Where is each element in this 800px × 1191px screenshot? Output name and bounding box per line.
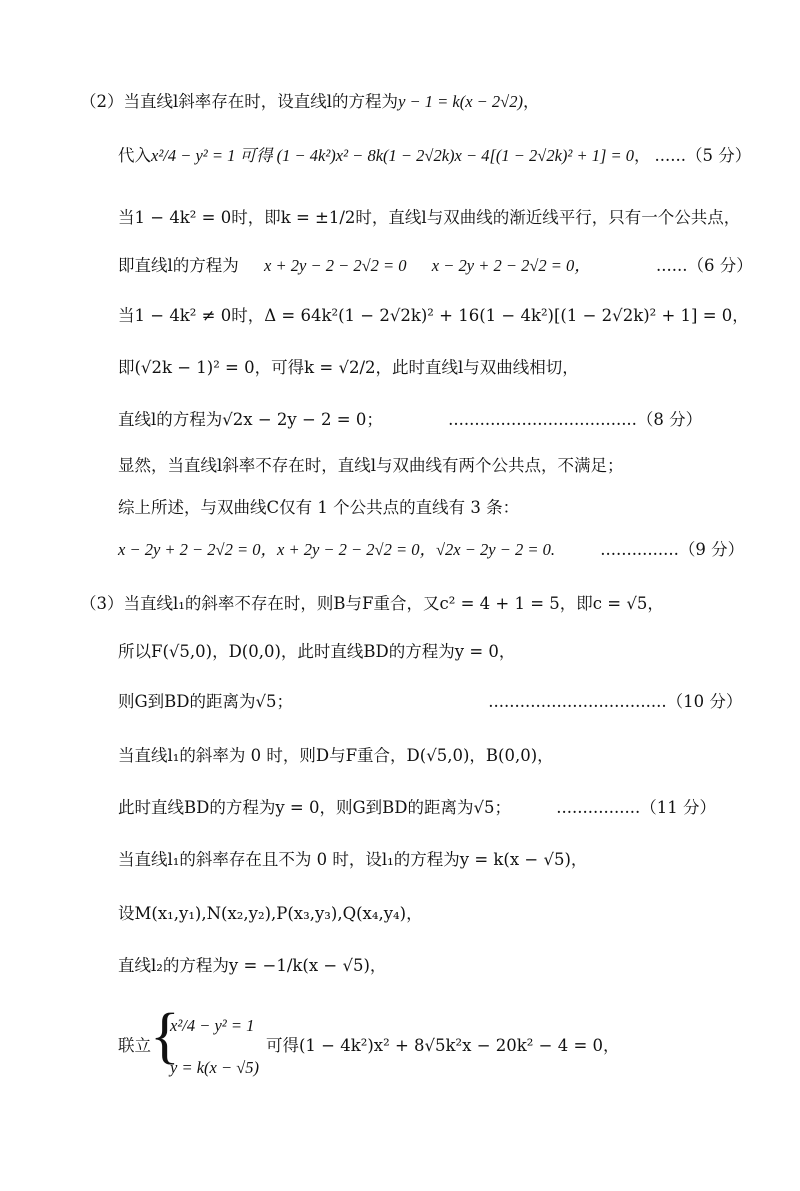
- score-6: ......（6 分）: [656, 256, 753, 275]
- part2-line4-text: 即直线l的方程为: [118, 256, 239, 275]
- part2-line9: 综上所述，与双曲线C仅有 1 个公共点的直线有 3 条：: [118, 498, 520, 517]
- part2-line4: [118, 256, 753, 276]
- part3-line5-text: 此时直线BD的方程为y = 0，则G到BD的距离为√5；: [118, 798, 512, 817]
- score-8: ....................................（8 分）: [448, 410, 703, 429]
- part3-line9-result: 可得(1 − 4k²)x² + 8√5k²x − 20k² − 4 = 0，: [266, 1036, 620, 1055]
- part2-line5: 当1 − 4k² ≠ 0时，Δ = 64k²(1 − 2√2k)² + 16(1 − 4k²)[(1 − 2√2k)² + 1] = 0，: [118, 306, 749, 325]
- part2-line1-text: 当直线l斜率存在时，设直线l的方程为: [123, 92, 399, 111]
- score-10: ..................................（10 分）: [488, 692, 743, 711]
- score-9: ...............（9 分）: [600, 540, 745, 559]
- part3-line4: 当直线l₁的斜率为 0 时，则D与F重合，D(√5,0)，B(0,0)，: [118, 746, 554, 765]
- part2-line10: [118, 540, 744, 560]
- part2-line2: 代入x²/4 − y² = 1 可得 (1 − 4k²)x² − 8k(1 − 2√2k)x − 4[(1 − 2√2k)² + 1] = 0， ......（5 分）: [118, 146, 752, 165]
- part3-line2: 所以F(√5,0)，D(0,0)，此时直线BD的方程为y = 0，: [118, 642, 516, 661]
- part2-line1: （2）当直线l斜率存在时，设直线l的方程为y − 1 = k(x − 2√2)，: [80, 92, 540, 111]
- score-11: ................（11 分）: [556, 798, 716, 817]
- part2-line10-eq: x − 2y + 2 − 2√2 = 0，x + 2y − 2 − 2√2 = 0，√2x − 2y − 2 = 0.: [118, 540, 555, 559]
- part2-line8: 显然，当直线l斜率不存在时，直线l与双曲线有两个公共点，不满足；: [118, 456, 624, 475]
- part2-line7-text: 直线l的方程为√2x − 2y − 2 = 0；: [118, 410, 383, 429]
- part3-line3-text: 则G到BD的距离为√5；: [118, 692, 294, 711]
- part3-line7: 设M(x₁,y₁),N(x₂,y₂),P(x₃,y₃),Q(x₄,y₄)，: [118, 904, 423, 923]
- part3-line3: [118, 692, 742, 712]
- part2-line6: 即(√2k − 1)² = 0，可得k = √2/2，此时直线l与双曲线相切，: [118, 358, 579, 377]
- part3-line1-text: 当直线l₁的斜率不存在时，则B与F重合，又c² = 4 + 1 = 5，即c = √5，: [123, 594, 664, 613]
- part2-line4-eq1: x + 2y − 2 − 2√2 = 0: [264, 256, 407, 275]
- part3-line1: [80, 594, 664, 614]
- part2-line3: 当1 − 4k² = 0时，即k = ±1/2时，直线l与双曲线的渐近线平行，只有一个公共点，: [118, 208, 741, 227]
- part2-line1-eq: y − 1 = k(x − 2√2): [398, 92, 523, 111]
- part2-line7: [118, 410, 702, 430]
- part2-line2-eq: x²/4 − y² = 1 可得 (1 − 4k²)x² − 8k(1 − 2√2k)x − 4[(1 − 2√2k)² + 1] = 0: [151, 146, 635, 165]
- part3-line6: 当直线l₁的斜率存在且不为 0 时，设l₁的方程为y = k(x − √5)，: [118, 850, 588, 869]
- system-eq1: x²/4 − y² = 1: [170, 1016, 255, 1035]
- system-eq2: y = k(x − √5): [170, 1058, 260, 1077]
- part2-label: （2）: [80, 92, 124, 111]
- part3-label: （3）: [80, 594, 124, 613]
- system-brace: {: [150, 1002, 180, 1070]
- part3-line5: [118, 798, 716, 818]
- part3-line8: 直线l₂的方程为y = −1/k(x − √5)，: [118, 956, 387, 975]
- part2-line2-text: 代入: [118, 146, 151, 165]
- score-5: ......（5 分）: [654, 146, 752, 165]
- part2-line4-eq2: x − 2y + 2 − 2√2 = 0，: [431, 256, 591, 275]
- part3-line9-label: 联立: [118, 1036, 151, 1055]
